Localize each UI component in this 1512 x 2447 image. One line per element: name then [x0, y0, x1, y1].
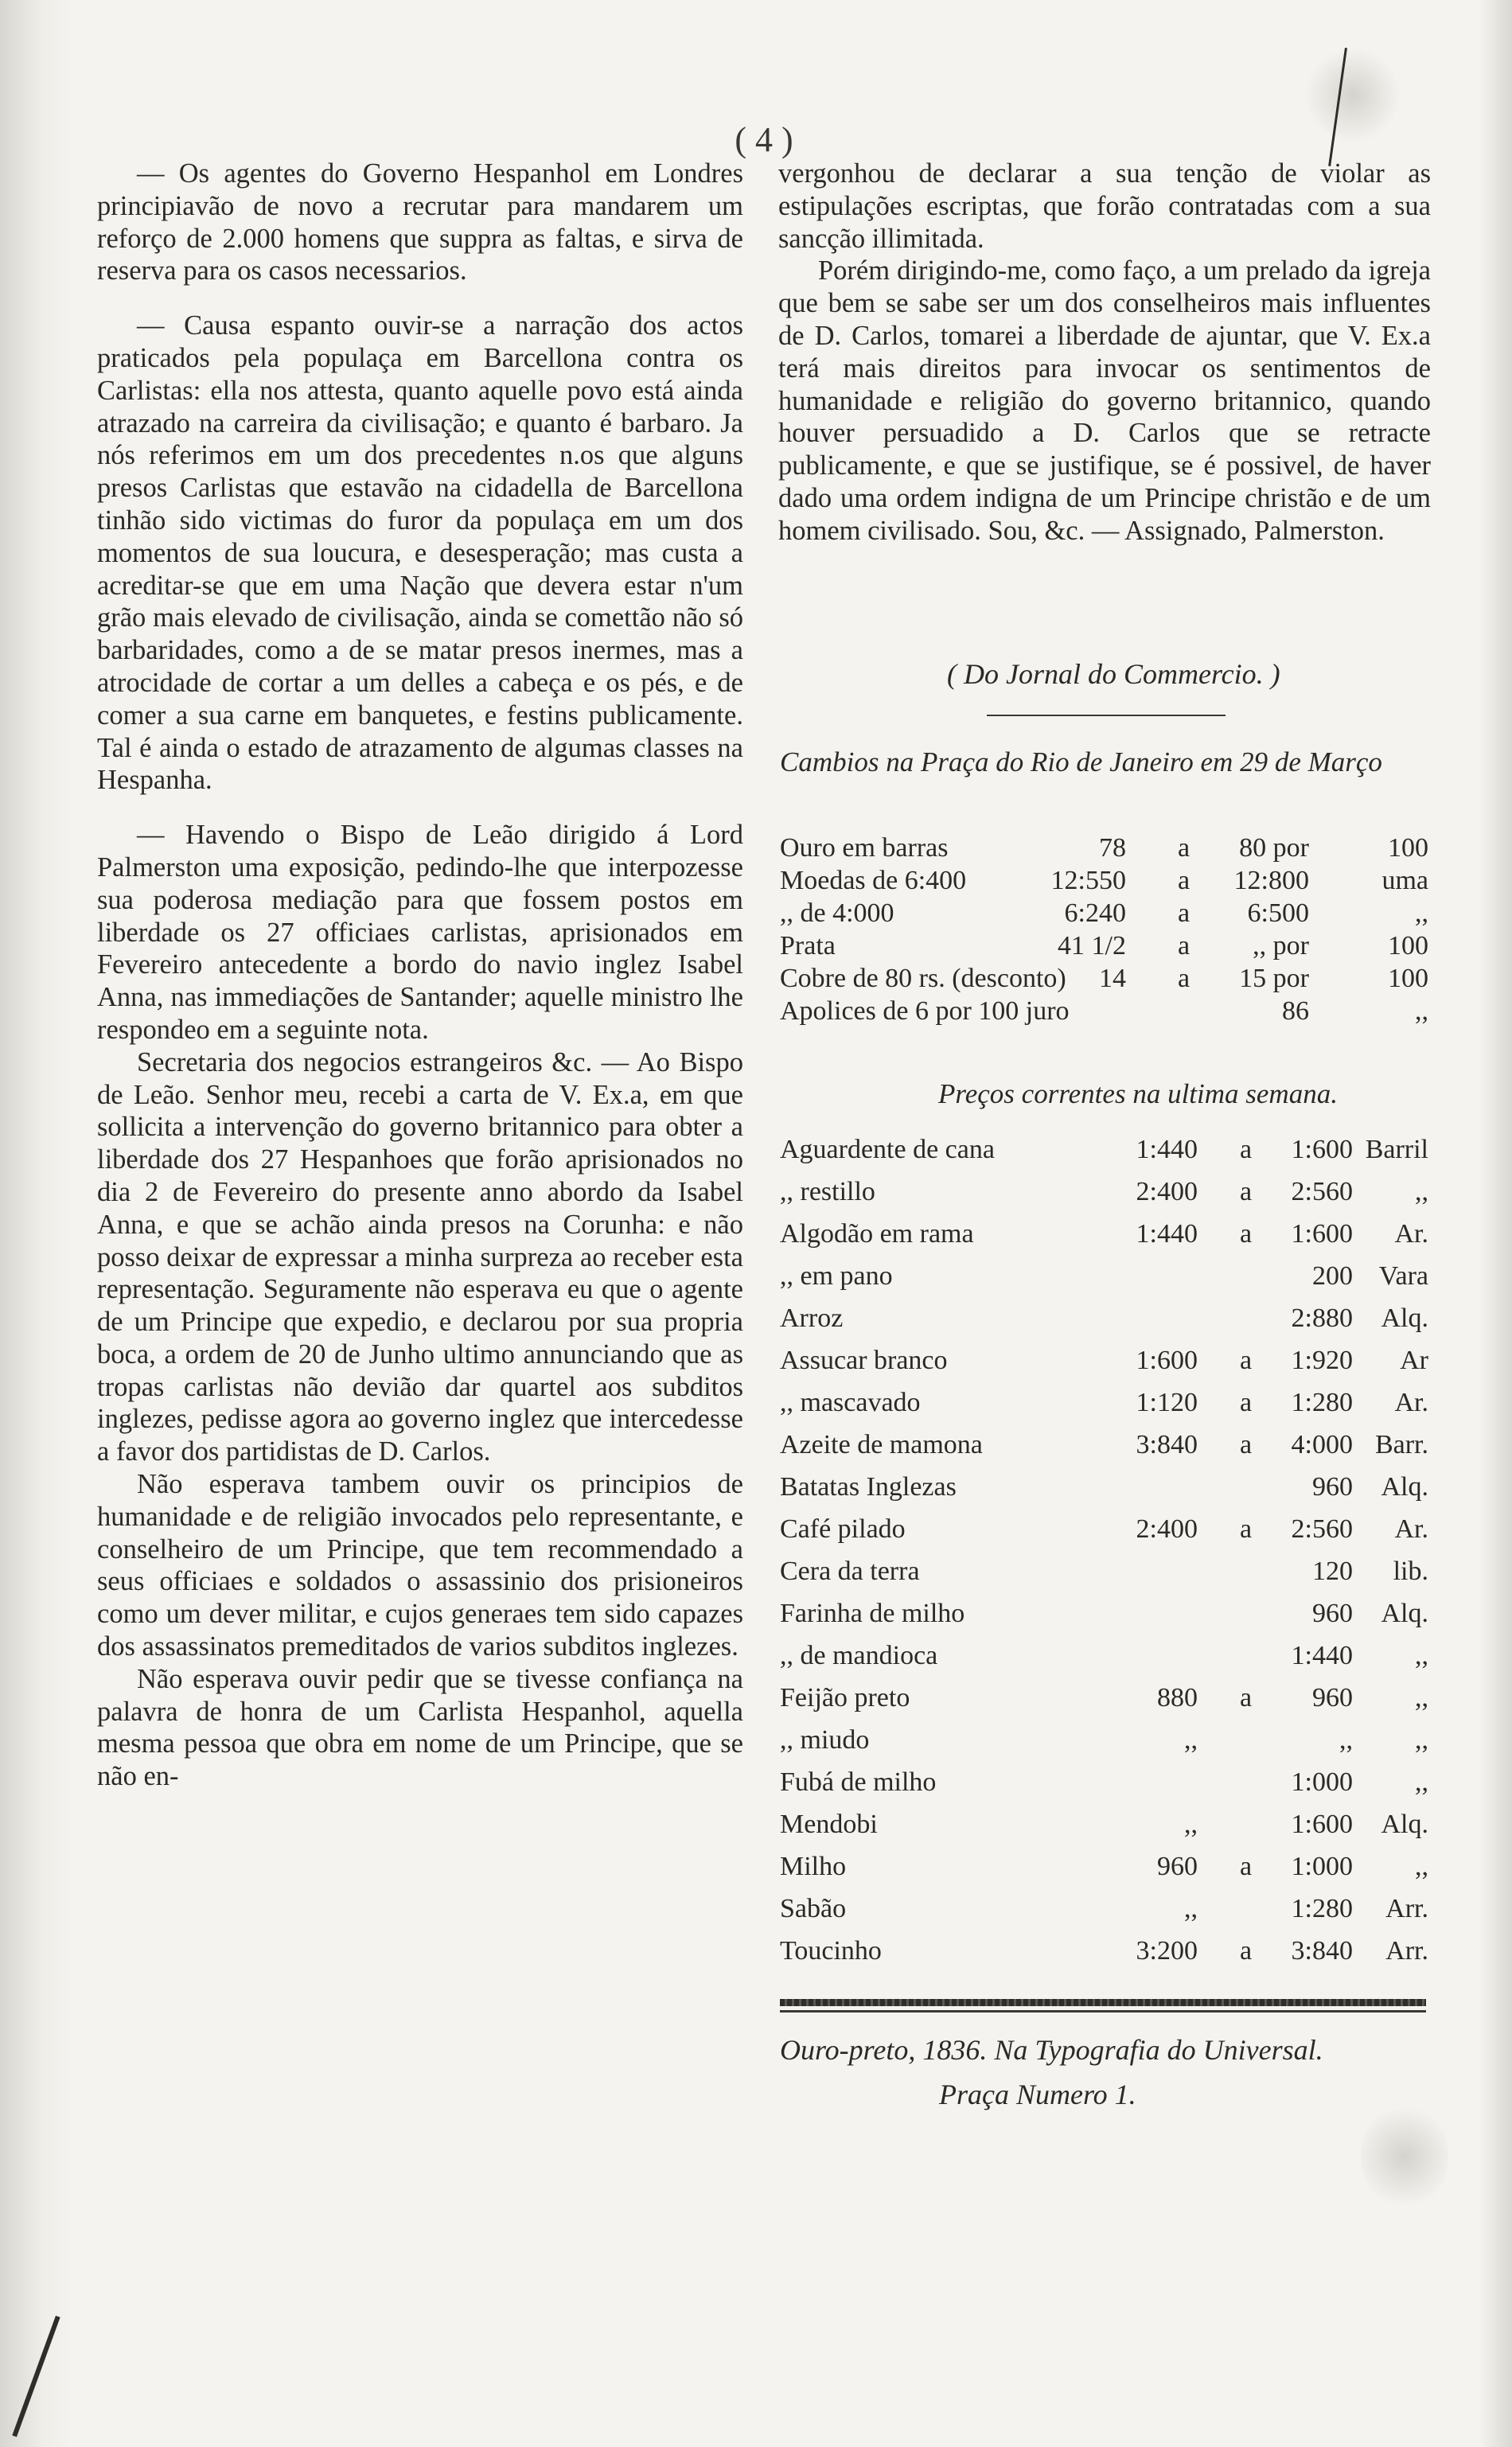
precos-cell-v2: ,,	[1339, 1725, 1353, 1755]
precos-cell-name: Aguardente de cana	[780, 1135, 995, 1164]
precos-cell-a: a	[1240, 1135, 1253, 1164]
precos-cell-unit: Ar.	[1394, 1219, 1428, 1249]
precos-cell-name: Batatas Inglezas	[780, 1472, 957, 1502]
cambios-cell-v1: 14	[1099, 964, 1126, 993]
cambios-row	[780, 963, 1428, 995]
precos-cell-v1: 3:200	[1136, 1936, 1198, 1966]
precos-cell-name: Feijão preto	[780, 1683, 910, 1713]
precos-cell-unit: Ar	[1400, 1346, 1428, 1375]
precos-cell-v1: 1:440	[1136, 1219, 1198, 1249]
precos-row	[780, 1935, 1428, 1967]
section-divider	[987, 715, 1226, 716]
precos-cell-unit: Arr.	[1385, 1936, 1428, 1966]
cambios-cell-v2: ,, por	[1253, 931, 1309, 960]
precos-cell-v2: 960	[1312, 1472, 1353, 1502]
precos-cell-v2: 4:000	[1291, 1430, 1353, 1459]
precos-cell-a: a	[1240, 1683, 1253, 1713]
precos-cell-unit: ,,	[1415, 1852, 1428, 1881]
precos-cell-unit: ,,	[1415, 1767, 1428, 1797]
precos-cell-v2: 960	[1312, 1599, 1353, 1628]
precos-cell-unit: ,,	[1415, 1641, 1428, 1670]
precos-row	[780, 1893, 1428, 1925]
precos-cell-a: a	[1240, 1346, 1253, 1375]
precos-cell-v2: 1:600	[1291, 1810, 1353, 1839]
precos-cell-v1: 2:400	[1136, 1514, 1198, 1544]
paper-stain	[1361, 2101, 1448, 2212]
cambios-cell-v2: 6:500	[1247, 898, 1309, 928]
precos-cell-unit: ,,	[1415, 1177, 1428, 1206]
precos-cell-unit: Alq.	[1381, 1810, 1428, 1839]
precos-cell-v2: 3:840	[1291, 1936, 1353, 1966]
cambios-row	[780, 865, 1428, 897]
imprint-line-1: Ouro-preto, 1836. Na Typografia do Universal.	[780, 2034, 1323, 2066]
cambios-cell-a: a	[1178, 833, 1191, 863]
precos-cell-unit: Alq.	[1381, 1303, 1428, 1333]
cambios-title: Cambios na Praça do Rio de Janeiro em 29 de Março	[780, 746, 1382, 777]
cambios-row	[780, 898, 1428, 929]
precos-cell-name: Assucar branco	[780, 1346, 948, 1375]
precos-cell-v2: 1:600	[1291, 1135, 1353, 1164]
cambios-cell-a: a	[1178, 931, 1191, 960]
precos-row	[780, 1767, 1428, 1798]
precos-cell-unit: lib.	[1393, 1557, 1428, 1586]
precos-row	[780, 1218, 1428, 1250]
cambios-cell-unit: uma	[1381, 866, 1428, 895]
precos-cell-unit: Arr.	[1385, 1894, 1428, 1923]
precos-row	[780, 1851, 1428, 1883]
cambios-cell-unit: ,,	[1415, 996, 1428, 1026]
precos-cell-v1: 1:440	[1136, 1135, 1198, 1164]
cambios-row	[780, 930, 1428, 962]
right-column-text	[778, 158, 1431, 547]
precos-row	[780, 1303, 1428, 1335]
precos-row	[780, 1682, 1428, 1714]
page-number: ( 4 )	[735, 120, 793, 159]
precos-cell-name: ,, restillo	[780, 1177, 875, 1206]
precos-cell-name: Cera da terra	[780, 1557, 920, 1586]
precos-cell-unit: ,,	[1415, 1725, 1428, 1755]
precos-cell-unit: Barr.	[1374, 1430, 1428, 1459]
precos-cell-v2: 960	[1312, 1683, 1353, 1713]
precos-cell-a: a	[1240, 1219, 1253, 1249]
precos-cell-name: Toucinho	[780, 1936, 882, 1966]
precos-cell-unit: Alq.	[1381, 1472, 1428, 1502]
cambios-cell-v1: 12:550	[1050, 866, 1126, 895]
precos-cell-v2: 1:000	[1291, 1767, 1353, 1797]
article-paragraph: Não esperava ouvir pedir que se tivesse confiança na palavra de honra de um Carlista Hespanhol, aquella mesma pessoa que obra em nome de um Principe, que se não en-	[97, 1663, 743, 1792]
precos-cell-unit: Ar.	[1394, 1514, 1428, 1544]
precos-cell-name: Algodão em rama	[780, 1219, 974, 1249]
precos-cell-v2: 1:000	[1291, 1852, 1353, 1881]
precos-cell-v2: 2:560	[1291, 1514, 1353, 1544]
precos-cell-v2: 1:600	[1291, 1219, 1353, 1249]
cambios-cell-v2: 86	[1282, 996, 1309, 1026]
cambios-cell-v1: 6:240	[1064, 898, 1126, 928]
precos-cell-name: Sabão	[780, 1894, 847, 1923]
cambios-cell-a: a	[1178, 866, 1191, 895]
precos-row	[780, 1514, 1428, 1545]
article-paragraph: Porém dirigindo-me, como faço, a um prelado da igreja que bem se sabe ser um dos conselheiros mais influentes de D. Carlos, tomarei a liberdade de ajuntar, que V. Ex.a terá mais direitos para invocar os sentimentos de humanidade e religião do governo britannico, quando houver persuadido a D. Carlos que se retracte publicamente, e que se justifique, se é possivel, de haver dado uma ordem indigna de um Principe christão e de um homem civilisado. Sou, &c. — Assignado, Palmerston.	[778, 255, 1431, 546]
cambios-cell-unit: ,,	[1415, 898, 1428, 928]
precos-cell-v2: 1:920	[1291, 1346, 1353, 1375]
article-source: ( Do Jornal do Commercio. )	[947, 658, 1280, 690]
precos-cell-name: ,, em pano	[780, 1261, 893, 1291]
precos-cell-name: Arroz	[780, 1303, 844, 1333]
cambios-cell-v1: 78	[1099, 833, 1126, 863]
cambios-cell-name: Prata	[780, 931, 836, 960]
cambios-cell-a: a	[1178, 964, 1191, 993]
cambios-row	[780, 832, 1428, 864]
precos-row	[780, 1471, 1428, 1503]
cambios-cell-name: Cobre de 80 rs. (desconto)	[780, 964, 1066, 993]
cambios-cell-unit: 100	[1388, 964, 1428, 993]
precos-cell-a: a	[1240, 1430, 1253, 1459]
precos-cell-name: Farinha de milho	[780, 1599, 965, 1628]
precos-cell-v1: ,,	[1184, 1725, 1198, 1755]
precos-row	[780, 1640, 1428, 1672]
cambios-cell-name: Moedas de 6:400	[780, 866, 967, 895]
left-column	[97, 158, 743, 1793]
precos-cell-v1: 1:120	[1136, 1388, 1198, 1417]
precos-cell-name: ,, miudo	[780, 1725, 870, 1755]
precos-cell-v1: 3:840	[1136, 1430, 1198, 1459]
footer-rule	[780, 1999, 1426, 2006]
cambios-cell-unit: 100	[1388, 833, 1428, 863]
cambios-cell-unit: 100	[1388, 931, 1428, 960]
precos-cell-a: a	[1240, 1388, 1253, 1417]
precos-row	[780, 1345, 1428, 1377]
cambios-cell-v1: 41 1/2	[1058, 931, 1126, 960]
cambios-cell-v2: 15 por	[1239, 964, 1309, 993]
precos-cell-a: a	[1240, 1177, 1253, 1206]
precos-row	[780, 1598, 1428, 1630]
article-paragraph: — Causa espanto ouvir-se a narração dos actos praticados pela populaça em Barcellona contra os Carlistas: ella nos attesta, quanto aquelle povo está ainda atrazado na carreira da civilisação; e quanto é barbaro. Ja nós referimos em um dos precedentes n.os que alguns presos Carlistas que estavão na cidadella de Barcellona tinhão sido victimas do furor da populaça em um dos momentos de sua loucura, e desesperação; mas custa a acreditar-se que em uma Nação que devera estar n'um grão mais elevado de civilisação, ainda se comettão não só barbaridades, como a de se matar presos inermes, mas a atrocidade de cortar a um delles a cabeça e os pés, e de comer a sua carne em banquetes, e festins publicamente. Tal é ainda o estado de atrazamento de algumas classes na Hespanha.	[97, 310, 743, 796]
precos-cell-v2: 200	[1312, 1261, 1353, 1291]
footer-rule-thin	[780, 2010, 1426, 2013]
precos-cell-name: Fubá de milho	[780, 1767, 937, 1797]
precos-cell-a: a	[1240, 1852, 1253, 1881]
cambios-cell-v2: 80 por	[1239, 833, 1309, 863]
cambios-cell-name: Apolices de 6 por 100 juro	[780, 996, 1070, 1026]
precos-row	[780, 1134, 1428, 1166]
precos-row	[780, 1429, 1428, 1461]
cambios-cell-name: Ouro em barras	[780, 833, 949, 863]
precos-row	[780, 1261, 1428, 1292]
precos-cell-name: ,, mascavado	[780, 1388, 921, 1417]
precos-cell-unit: Alq.	[1381, 1599, 1428, 1628]
precos-cell-v2: 1:280	[1291, 1388, 1353, 1417]
precos-cell-a: a	[1240, 1514, 1253, 1544]
imprint-line-2: Praça Numero 1.	[939, 2079, 1136, 2110]
precos-cell-v1: 1:600	[1136, 1346, 1198, 1375]
precos-cell-a: a	[1240, 1936, 1253, 1966]
precos-cell-v2: 2:880	[1291, 1303, 1353, 1333]
cambios-cell-a: a	[1178, 898, 1191, 928]
article-paragraph: — Os agentes do Governo Hespanhol em Londres principiavão de novo a recrutar para mandarem um reforço de 2.000 homens que suppra as faltas, e sirva de reserva para os casos necessarios.	[97, 158, 743, 286]
precos-cell-v1: 960	[1157, 1852, 1198, 1881]
precos-row	[780, 1556, 1428, 1588]
page-right-edge-shadow	[1480, 0, 1512, 2447]
paper-stain	[1305, 48, 1401, 143]
article-paragraph: Não esperava tambem ouvir os principios de humanidade e de religião invocados pelo representante, e conselheiro de um Principe, que tem recommendado a seus officiaes e soldados o assassinio dos prisioneiros como um dever militar, e cujos generaes tem sido capazes dos assassinatos premeditados de varios subditos inglezes.	[97, 1469, 743, 1662]
precos-row	[780, 1176, 1428, 1208]
page-left-edge-shadow	[0, 0, 72, 2447]
precos-cell-unit: Barril	[1365, 1135, 1428, 1164]
cambios-row	[780, 996, 1428, 1027]
article-paragraph: — Havendo o Bispo de Leão dirigido á Lord Palmerston uma exposição, pedindo-lhe que interpozesse sua poderosa mediação para que fossem postos em liberdade os 27 officiaes carlistas, aprisionados em Fevereiro antecedente a bordo do navio inglez Isabel Anna, nas immediações de Santander; aquelle ministro lhe respondeo em a seguinte nota.	[97, 820, 743, 1045]
precos-cell-v2: 1:280	[1291, 1894, 1353, 1923]
article-paragraph: Secretaria dos negocios estrangeiros &c. — Ao Bispo de Leão. Senhor meu, recebi a carta de V. Ex.a, em que sollicita a intervenção do governo britannico para obter a liberdade dos 27 Hespanhoes que forão aprisionados no dia 2 de Fevereiro do presente anno abordo da Isabel Anna, e que se achão ainda presos na Corunha: e não posso deixar de expressar a minha surpreza ao receber esta representação. Seguramente não esperava eu que o agente de um Principe que expedio, e declarou por sua propria boca, a ordem de 20 de Junho ultimo annunciando que as tropas carlistas não devião dar quartel aos subditos inglezes, pedisse agora ao governo inglez que intercedesse a favor dos partidistas de D. Carlos.	[97, 1046, 743, 1467]
precos-cell-v1: ,,	[1184, 1894, 1198, 1923]
precos-cell-v2: 120	[1312, 1557, 1353, 1586]
precos-cell-unit: Ar.	[1394, 1388, 1428, 1417]
precos-row	[780, 1387, 1428, 1419]
cambios-cell-name: ,, de 4:000	[780, 898, 894, 928]
precos-row	[780, 1809, 1428, 1841]
precos-cell-name: Mendobi	[780, 1810, 878, 1839]
precos-cell-unit: Vara	[1378, 1261, 1428, 1291]
article-paragraph: vergonhou de declarar a sua tenção de violar as estipulações escriptas, que forão contratadas com a sua sancção illimitada.	[778, 158, 1431, 254]
precos-row	[780, 1724, 1428, 1756]
precos-cell-v2: 1:440	[1291, 1641, 1353, 1670]
imprint	[780, 2028, 1428, 2117]
precos-cell-name: ,, de mandioca	[780, 1641, 938, 1670]
precos-cell-unit: ,,	[1415, 1683, 1428, 1713]
precos-cell-v2: 2:560	[1291, 1177, 1353, 1206]
cambios-cell-v2: 12:800	[1233, 866, 1309, 895]
precos-cell-v1: ,,	[1184, 1810, 1198, 1839]
precos-cell-name: Café pilado	[780, 1514, 906, 1544]
precos-title: Preços correntes na ultima semana.	[938, 1078, 1338, 1109]
precos-cell-v1: 880	[1157, 1683, 1198, 1713]
precos-cell-name: Azeite de mamona	[780, 1430, 983, 1459]
precos-cell-name: Milho	[780, 1852, 847, 1881]
precos-cell-v1: 2:400	[1136, 1177, 1198, 1206]
